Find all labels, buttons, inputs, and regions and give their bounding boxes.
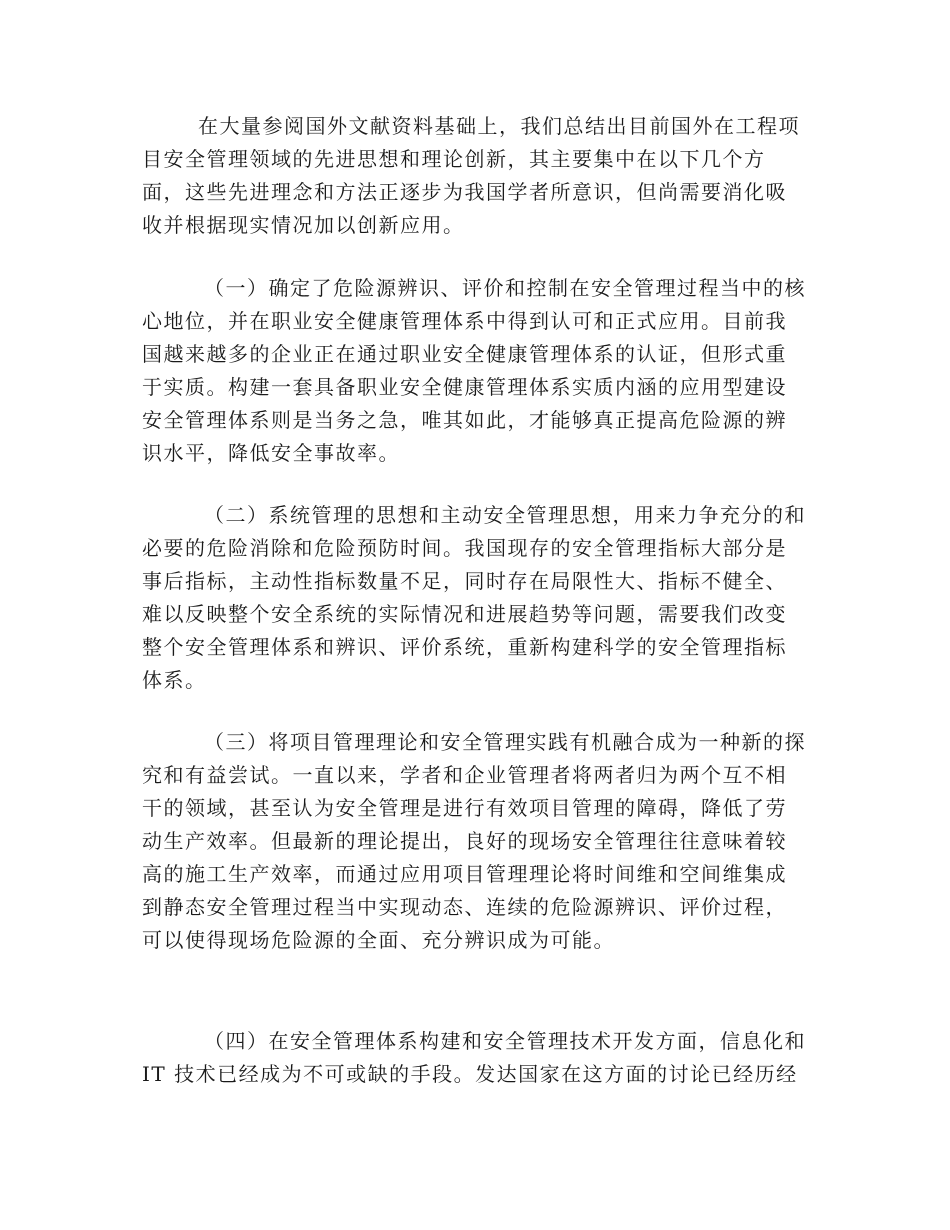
text-line: 收并根据现实情况加以创新应用。 — [142, 213, 465, 237]
paragraph-point-1 — [142, 272, 812, 470]
text-line: 国越来越多的企业正在通过职业安全健康管理体系的认证，但形式重 — [142, 342, 787, 366]
text-line: 目安全管理领域的先进思想和理论创新，其主要集中在以下几个方 — [142, 147, 766, 171]
text-line: 事后指标，主动性指标数量不足，同时存在局限性大、指标不健全、 — [142, 569, 787, 593]
text-line: 究和有益尝试。一直以来，学者和企业管理者将两者归为两个互不相 — [142, 763, 787, 787]
paragraph-point-2 — [142, 499, 812, 697]
text-line: 在大量参阅国外文献资料基础上，我们总结出目前国外在工程项 — [198, 114, 800, 138]
paragraph-point-3 — [142, 726, 812, 957]
text-line: 干的领域，甚至认为安全管理是进行有效项目管理的障碍，降低了劳 — [142, 796, 787, 820]
text-line: 动生产效率。但最新的理论提出，良好的现场安全管理往往意味着较 — [142, 829, 787, 853]
text-line: （二）系统管理的思想和主动安全管理思想，用来力争充分的和 — [204, 503, 806, 527]
paragraph-intro — [142, 110, 812, 242]
text-line: （四）在安全管理体系构建和安全管理技术开发方面，信息化和 — [204, 1029, 806, 1053]
text-line: （一）确定了危险源辨识、评价和控制在安全管理过程当中的核 — [204, 276, 806, 300]
text-line: IT 技术已经成为不可或缺的手段。发达国家在这方面的讨论已经历经 — [142, 1062, 798, 1086]
text-line: 安全管理体系则是当务之急，唯其如此，才能够真正提高危险源的辨 — [142, 408, 787, 432]
text-line: 整个安全管理体系和辨识、评价系统，重新构建科学的安全管理指标 — [142, 635, 787, 659]
text-line: 体系。 — [142, 668, 207, 692]
text-line: 识水平，降低安全事故率。 — [142, 441, 400, 465]
paragraph-point-4 — [142, 1025, 812, 1091]
text-line: 难以反映整个安全系统的实际情况和进展趋势等问题，需要我们改变 — [142, 602, 787, 626]
text-line: 于实质。构建一套具备职业安全健康管理体系实质内涵的应用型建设 — [142, 375, 787, 399]
text-line: 高的施工生产效率，而通过应用项目管理理论将时间维和空间维集成 — [142, 862, 787, 886]
text-line: （三）将项目管理理论和安全管理实践有机融合成为一种新的探 — [204, 730, 806, 754]
text-line: 可以使得现场危险源的全面、充分辨识成为可能。 — [142, 928, 615, 952]
text-line: 面，这些先进理念和方法正逐步为我国学者所意识，但尚需要消化吸 — [142, 180, 787, 204]
text-line: 到静态安全管理过程当中实现动态、连续的危险源辨识、评价过程， — [142, 895, 787, 919]
text-line: 心地位，并在职业安全健康管理体系中得到认可和正式应用。目前我 — [142, 309, 787, 333]
text-line: 必要的危险消除和危险预防时间。我国现存的安全管理指标大部分是 — [142, 536, 787, 560]
